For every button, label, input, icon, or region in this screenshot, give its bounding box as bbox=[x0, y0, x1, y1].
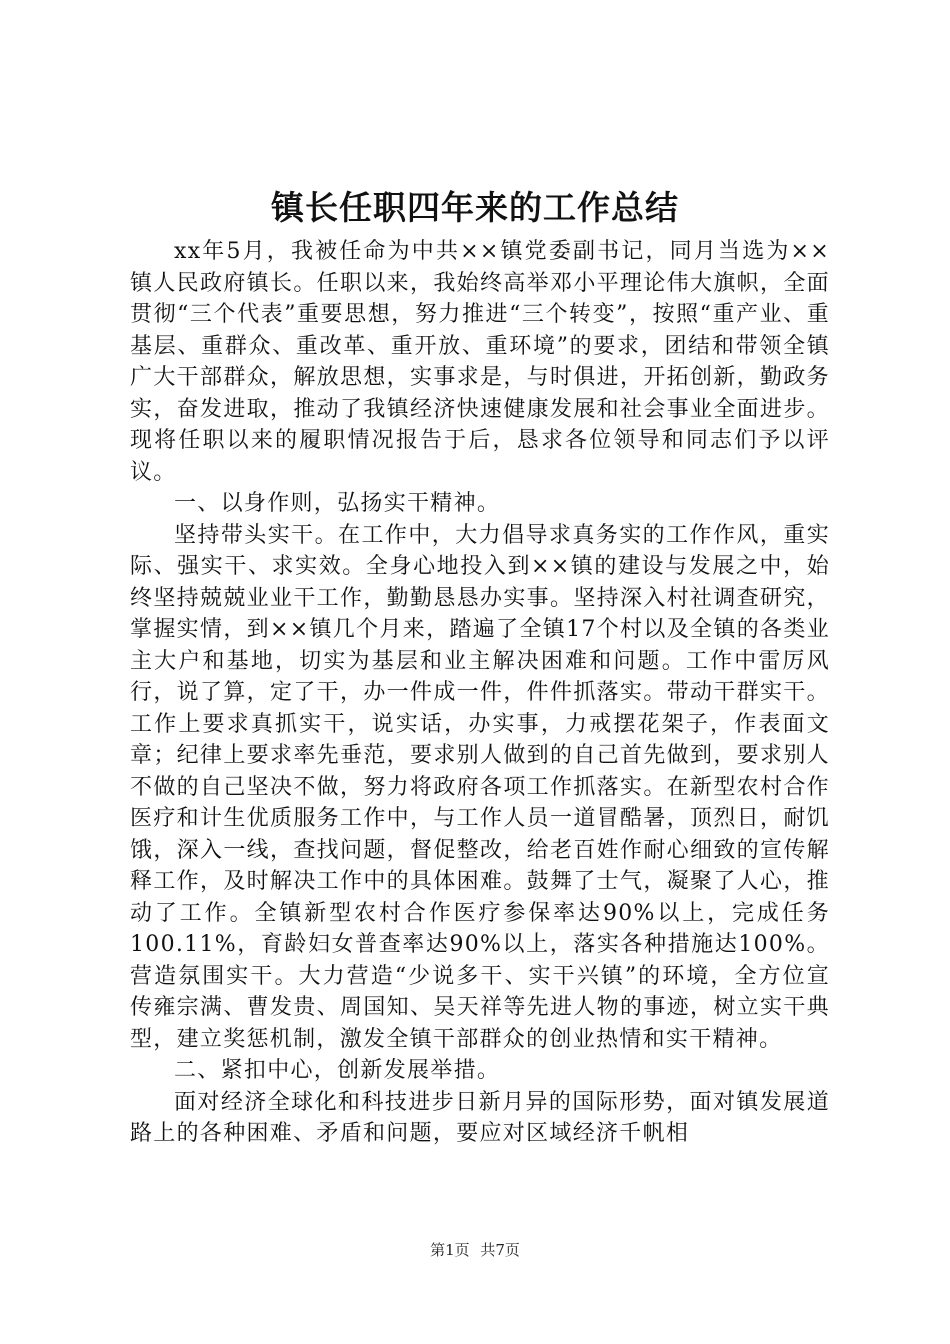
paragraph-intro: xx年5月，我被任命为中共××镇党委副书记，同月当选为××镇人民政府镇长。任职以来，我始终高举邓小平理论伟大旗帜，全面贯彻“三个代表”重要思想，努力推进“三个转变”，按照“重产业、重基层、重群众、重改革、重开放、重环境”的要求，团结和带领全镇广大干部群众，解放思想，实事求是，与时俱进，开拓创新，勤政务实，奋发进取，推动了我镇经济快速健康发展和社会事业全面进步。现将任职以来的履职情况报告于后，恳求各位领导和同志们予以评议。 bbox=[130, 239, 830, 485]
page-total: 共7页 bbox=[480, 1241, 520, 1259]
document-body bbox=[130, 236, 830, 1150]
paragraph-section-1: 坚持带头实干。在工作中，大力倡导求真务实的工作作风，重实际、强实干、求实效。全身心地投入到××镇的建设与发展之中，始终坚持兢兢业业干工作，勤勤恳恳办实事。坚持深入村社调查研究，掌握实情，到××镇几个月来，踏遍了全镇17个村以及全镇的各类业主大户和基地，切实为基层和业主解决困难和问题。工作中雷厉风行，说了算，定了干，办一件成一件，件件抓落实。带动干群实干。工作上要求真抓实干，说实话，办实事，力戒摆花架子，作表面文章；纪律上要求率先垂范，要求别人做到的自己首先做到，要求别人不做的自己坚决不做，努力将政府各项工作抓落实。在新型农村合作医疗和计生优质服务工作中，与工作人员一道冒酷暑，顶烈日，耐饥饿，深入一线，查找问题，督促整改，给老百姓作耐心细致的宣传解释工作，及时解决工作中的具体困难。鼓舞了士气，凝聚了人心，推动了工作。全镇新型农村合作医疗参保率达90%以上，完成任务100.11%，育龄妇女普查率达90%以上，落实各种措施达100%。营造氛围实干。大力营造“少说多干、实干兴镇”的环境，全方位宣传雍宗满、曹发贵、周国知、吴天祥等先进人物的事迹，树立实干典型，建立奖惩机制，激发全镇干部群众的创业热情和实干精神。 bbox=[130, 522, 830, 1052]
section-heading-2: 二、紧扣中心，创新发展举措。 bbox=[174, 1058, 501, 1083]
section-heading-1: 一、以身作则，弘扬实干精神。 bbox=[174, 491, 501, 516]
paragraph-section-2: 面对经济全球化和科技进步日新月异的国际形势，面对镇发展道路上的各种困难、矛盾和问题，要应对区域经济千帆相 bbox=[130, 1089, 830, 1146]
page-footer bbox=[0, 1238, 950, 1262]
page-number: 第1页 bbox=[430, 1241, 470, 1259]
document-title: 镇长任职四年来的工作总结 bbox=[271, 188, 679, 227]
